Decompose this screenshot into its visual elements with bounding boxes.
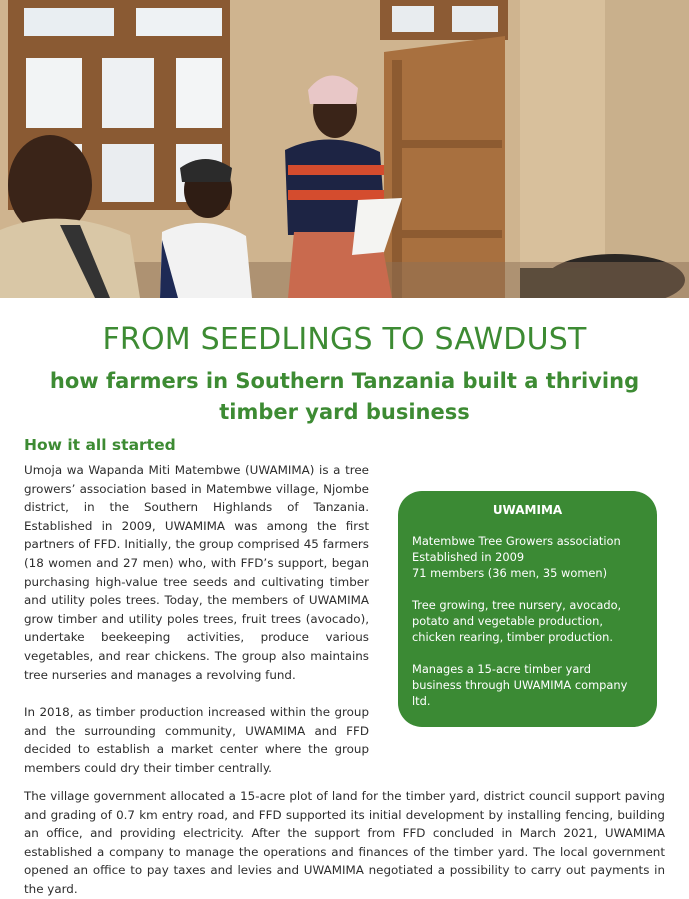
page-title: FROM SEEDLINGS TO SAWDUST bbox=[102, 322, 587, 357]
info-box-business: Manages a 15-acre timber yard business through UWAMIMA company ltd. bbox=[412, 662, 628, 708]
header-photo bbox=[0, 0, 689, 298]
info-box-activities: Tree growing, tree nursery, avocado, potato and vegetable production, chicken rearing, timber production. bbox=[412, 598, 622, 644]
info-box-profile-line: Matembwe Tree Growers association bbox=[412, 534, 621, 548]
section-heading: How it all started bbox=[24, 436, 176, 454]
page-subtitle: how farmers in Southern Tanzania built a thriving timber yard business bbox=[49, 369, 640, 424]
info-box bbox=[398, 491, 657, 727]
info-box-title: UWAMIMA bbox=[492, 503, 563, 517]
classroom-photo-icon bbox=[0, 0, 689, 298]
info-box-profile-line: 71 members (36 men, 35 women) bbox=[412, 566, 608, 580]
paragraph-timber-yard: The village government allocated a 15-acre plot of land for the timber yard, district council support paving and grading of 0.7 km entry road, and FFD supported its initial development by installing fencing, building an office, and providing electricity. After the support from FFD concluded in March 2021, UWAMIMA established a company to manage the operations and finances of the timber yard. The local government opened an office to pay taxes and levies and UWAMIMA negotiated a possibility to carry out payments in the yard. bbox=[24, 789, 665, 896]
paragraph-market-center: In 2018, as timber production increased within the group and the surrounding community, UWAMIMA and FFD decided to establish a market center where the group members could dry their timber centrally. bbox=[24, 705, 369, 775]
info-box-profile-line: Established in 2009 bbox=[412, 550, 525, 564]
paragraph-intro: Umoja wa Wapanda Miti Matembwe (UWAMIMA) is a tree growers’ association based in Matembwe village, Njombe district, in the Southern Highlands of Tanzania. Established in 2009, UWAMIMA was among the first partners of FFD. Initially, the group comprised 45 farmers (18 women and 27 men) who, with FFD’s support, began purchasing high-value tree seeds and cultivating timber and utility poles trees. Today, the members of UWAMIMA grow timber and utility poles trees, fruit trees (avocado), undertake beekeeping activities, produce various vegetables, and rear chickens. The group also maintains tree nurseries and manages a revolving fund. bbox=[24, 463, 369, 682]
